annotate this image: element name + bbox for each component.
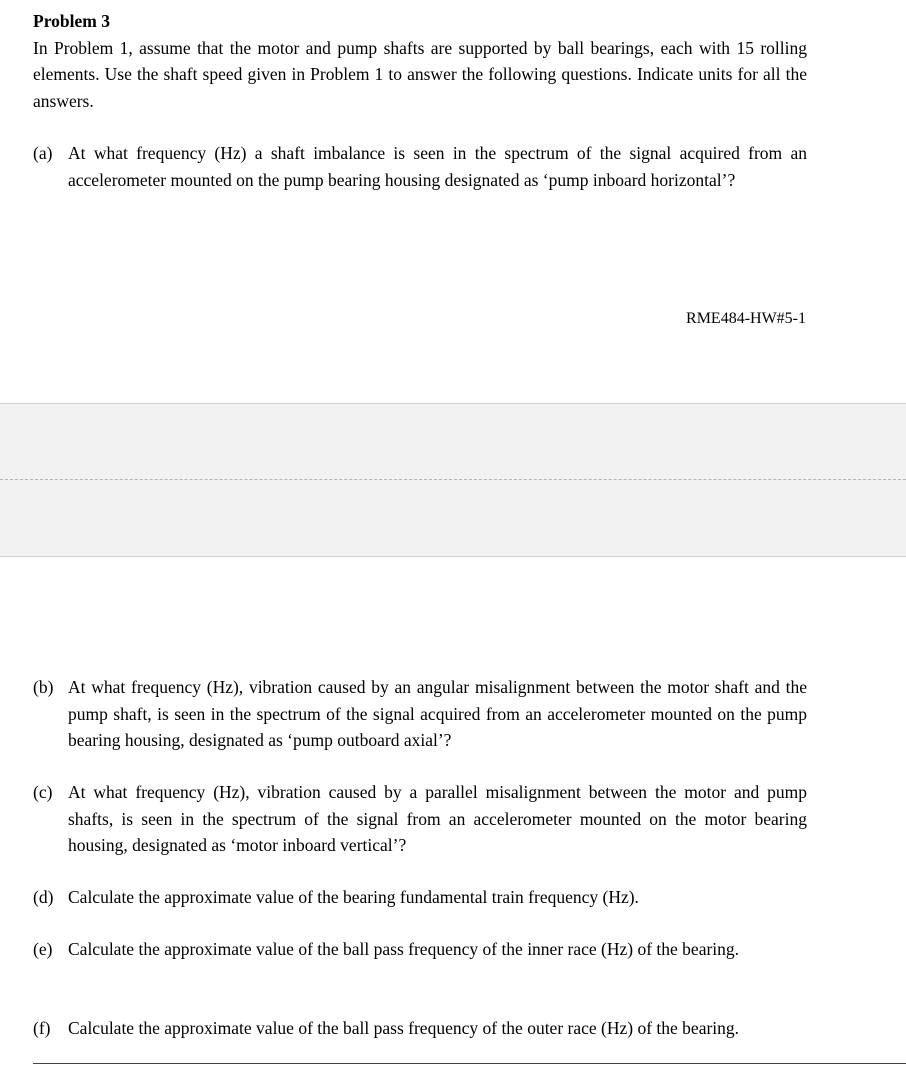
question-b xyxy=(33,674,807,754)
question-text: At what frequency (Hz), vibration caused by a parallel misalignment between the motor and pump shafts, is seen in the spectrum of the signal from an accelerometer mounted on the motor bearing housing, designated as ‘motor inboard vertical’? xyxy=(68,782,807,855)
question-text: At what frequency (Hz) a shaft imbalance is seen in the spectrum of the signal acquired from an accelerometer mounted on the pump bearing housing designated as ‘pump inboard horizontal’? xyxy=(68,143,807,190)
question-a xyxy=(33,140,807,193)
problem-title: Problem 3 xyxy=(33,11,110,31)
page-break-divider xyxy=(0,479,906,480)
question-e xyxy=(33,936,807,963)
question-label: (b) xyxy=(33,677,54,697)
page-footer-code: RME484-HW#5-1 xyxy=(686,310,806,327)
question-text: Calculate the approximate value of the ball pass frequency of the inner race (Hz) of the bearing. xyxy=(68,939,740,959)
question-d xyxy=(33,884,807,911)
question-text: Calculate the approximate value of the ball pass frequency of the outer race (Hz) of the bearing. xyxy=(68,1018,740,1038)
problem-intro: In Problem 1, assume that the motor and pump shafts are supported by ball bearings, each with 15 rolling elements. Use the shaft speed given in Problem 1 to answer the following questions. Indicate units for all the answers. xyxy=(33,37,807,111)
question-text: At what frequency (Hz), vibration caused by an angular misalignment between the motor shaft and the pump shaft, is seen in the spectrum of the signal acquired from an accelerometer mounted on the pump bearing housing, designated as ‘pump outboard axial’? xyxy=(68,677,807,750)
question-label: (a) xyxy=(33,143,53,163)
question-label: (c) xyxy=(33,782,53,802)
question-f xyxy=(33,1015,807,1042)
question-label: (f) xyxy=(33,1018,51,1038)
bottom-rule xyxy=(33,1063,906,1064)
question-text: Calculate the approximate value of the bearing fundamental train frequency (Hz). xyxy=(68,887,639,907)
question-label: (e) xyxy=(33,939,53,959)
question-c xyxy=(33,779,807,859)
question-label: (d) xyxy=(33,887,54,907)
page-1 xyxy=(33,8,807,114)
page-break xyxy=(0,403,906,557)
